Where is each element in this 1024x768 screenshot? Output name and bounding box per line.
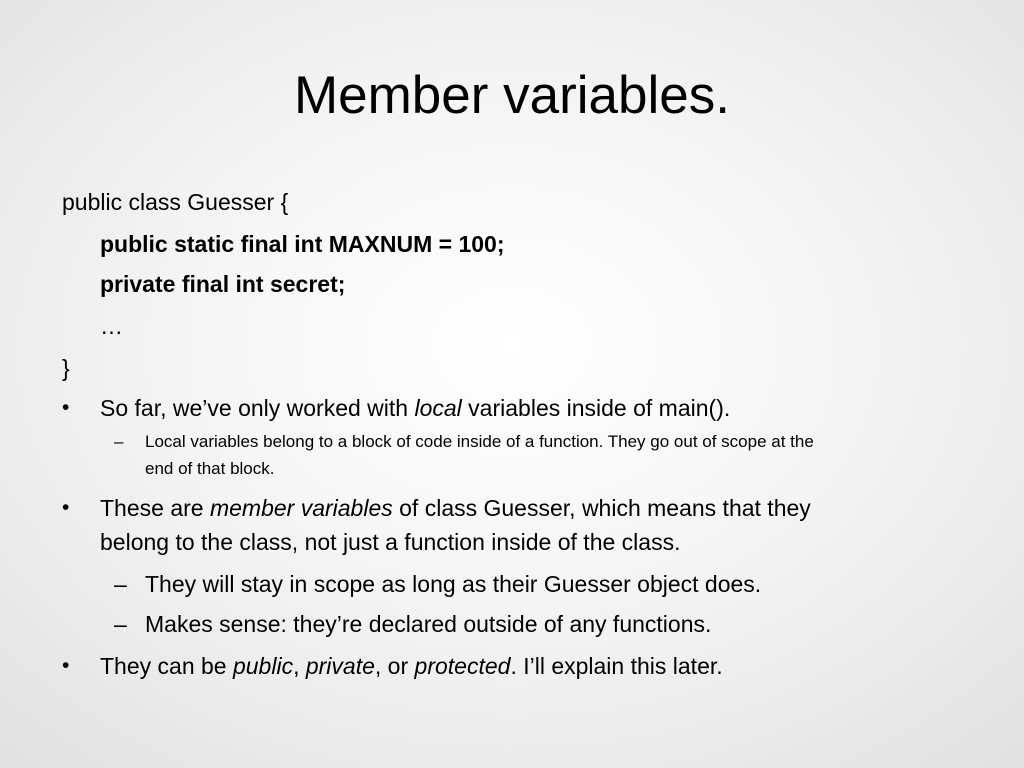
- dash-marker: –: [114, 611, 127, 637]
- bullet-member-variables-line2: belong to the class, not just a function inside of the class.: [100, 529, 681, 555]
- bullet-marker: •: [62, 396, 70, 419]
- dash-marker: –: [114, 571, 127, 597]
- code-line-maxnum: public static final int MAXNUM = 100;: [100, 231, 505, 257]
- bullet-marker: •: [62, 654, 70, 677]
- code-line-ellipsis: …: [100, 313, 123, 339]
- dash-marker: –: [114, 432, 124, 451]
- bullet-access-modifiers: They can be public, private, or protected. I’ll explain this later.: [100, 653, 723, 679]
- bullet-member-variables-line1: These are member variables of class Guesser, which means that they: [100, 495, 811, 521]
- sub-bullet-declared-outside: Makes sense: they’re declared outside of any functions.: [145, 611, 712, 637]
- slide-title: Member variables.: [294, 66, 730, 125]
- code-line-class: public class Guesser {: [62, 189, 289, 215]
- sub-bullet-scope-line2: end of that block.: [145, 459, 275, 478]
- sub-bullet-scope-line1: Local variables belong to a block of code inside of a function. They go out of scope at the: [145, 432, 814, 451]
- code-line-close: }: [62, 355, 70, 381]
- code-line-secret: private final int secret;: [100, 271, 346, 297]
- sub-bullet-scope-lifetime: They will stay in scope as long as their Guesser object does.: [145, 571, 762, 597]
- bullet-marker: •: [62, 496, 70, 519]
- bullet-local-variables: So far, we’ve only worked with local variables inside of main().: [100, 395, 731, 421]
